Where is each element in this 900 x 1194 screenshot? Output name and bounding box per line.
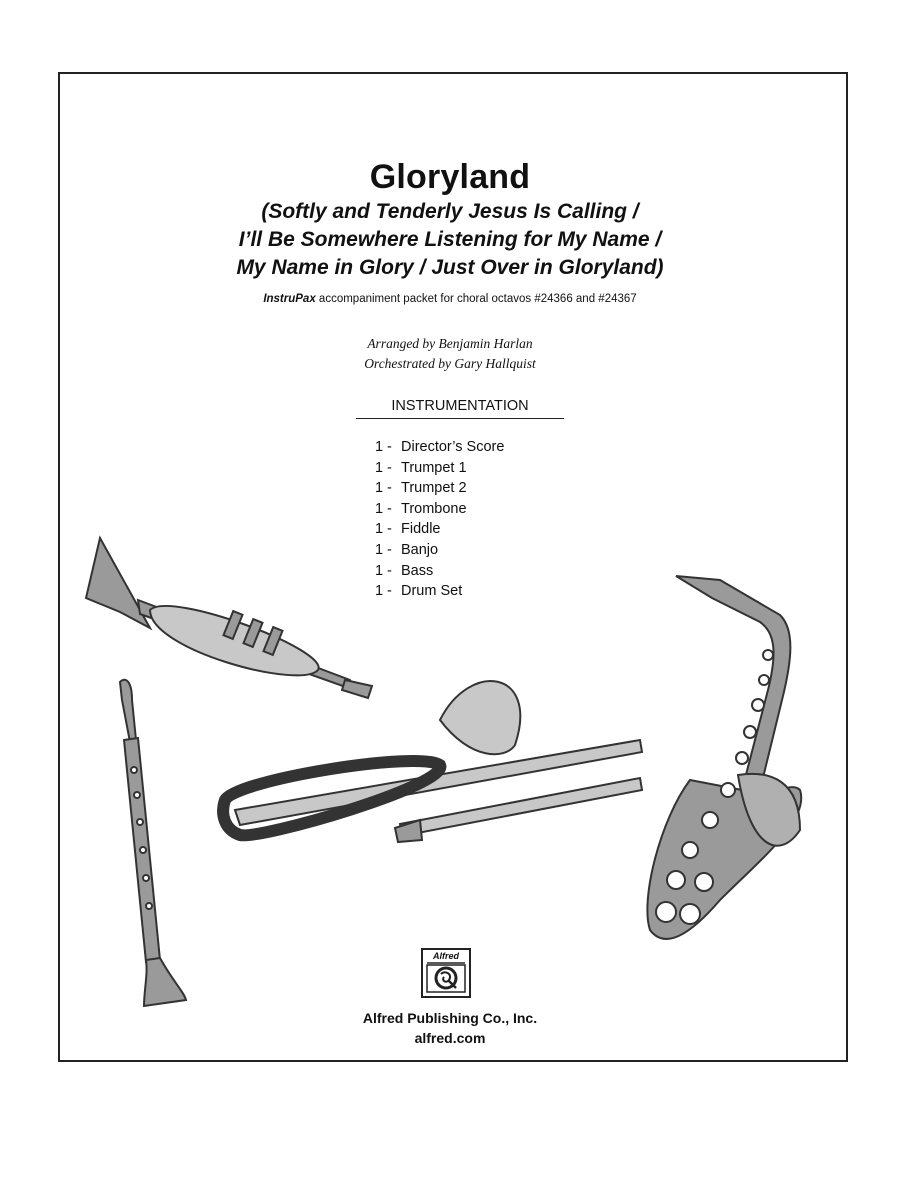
clarinet-illustration bbox=[120, 680, 186, 1006]
item-name: Trumpet 2 bbox=[401, 480, 467, 497]
list-item: 1 - Drum Set bbox=[375, 581, 504, 602]
logo-text: Alfred bbox=[432, 951, 459, 961]
item-name: Fiddle bbox=[401, 521, 441, 538]
packet-text: accompaniment packet for choral octavos #24366 and #24367 bbox=[315, 293, 637, 305]
item-quantity: 1 bbox=[375, 480, 384, 497]
item-quantity: 1 bbox=[375, 439, 384, 455]
packet-description bbox=[0, 293, 900, 305]
list-item: 1 - Trumpet 1 bbox=[375, 458, 504, 479]
logo-emblem-icon bbox=[423, 950, 469, 996]
item-name: Trombone bbox=[401, 500, 467, 517]
list-item: 1 - Trombone bbox=[375, 499, 504, 520]
item-quantity: 1 bbox=[375, 521, 384, 538]
packet-brand: InstruPax bbox=[263, 293, 316, 305]
item-name: Director’s Score bbox=[401, 439, 505, 455]
item-name: Banjo bbox=[401, 541, 439, 558]
publisher-website: alfred.com bbox=[414, 1030, 486, 1046]
trombone-illustration bbox=[223, 681, 642, 842]
item-name: Drum Set bbox=[401, 583, 463, 600]
publisher-name: Alfred Publishing Co., Inc. bbox=[362, 1010, 538, 1026]
item-quantity: 1 bbox=[375, 562, 384, 579]
subtitle-line-1: (Softly and Tenderly Jesus Is Calling / bbox=[261, 200, 639, 223]
instrumentation-heading: INSTRUMENTATION bbox=[356, 398, 564, 419]
item-name: Bass bbox=[401, 562, 434, 579]
item-quantity: 1 bbox=[375, 583, 384, 600]
list-item: 1 - Director’s Score bbox=[375, 437, 504, 458]
list-item: 1 - Fiddle bbox=[375, 519, 504, 540]
list-item: 1 - Bass bbox=[375, 561, 504, 582]
page-title: Gloryland bbox=[369, 158, 531, 196]
item-quantity: 1 bbox=[375, 500, 384, 517]
saxophone-illustration bbox=[647, 576, 801, 939]
orchestrator-credit: Orchestrated by Gary Hallquist bbox=[364, 356, 536, 371]
item-name: Trumpet 1 bbox=[401, 459, 467, 476]
subtitle-line-3: My Name in Glory / Just Over in Gloryland) bbox=[236, 256, 664, 279]
arranger-credit: Arranged by Benjamin Harlan bbox=[367, 336, 533, 351]
trumpet-illustration bbox=[86, 538, 372, 698]
list-item: 1 - Banjo bbox=[375, 540, 504, 561]
item-quantity: 1 bbox=[375, 459, 384, 476]
instrumentation-list bbox=[375, 437, 504, 602]
list-item: 1 - Trumpet 2 bbox=[375, 478, 504, 499]
publisher-logo bbox=[421, 948, 471, 998]
subtitle-line-2: I’ll Be Somewhere Listening for My Name / bbox=[238, 228, 662, 251]
item-quantity: 1 bbox=[375, 541, 384, 558]
